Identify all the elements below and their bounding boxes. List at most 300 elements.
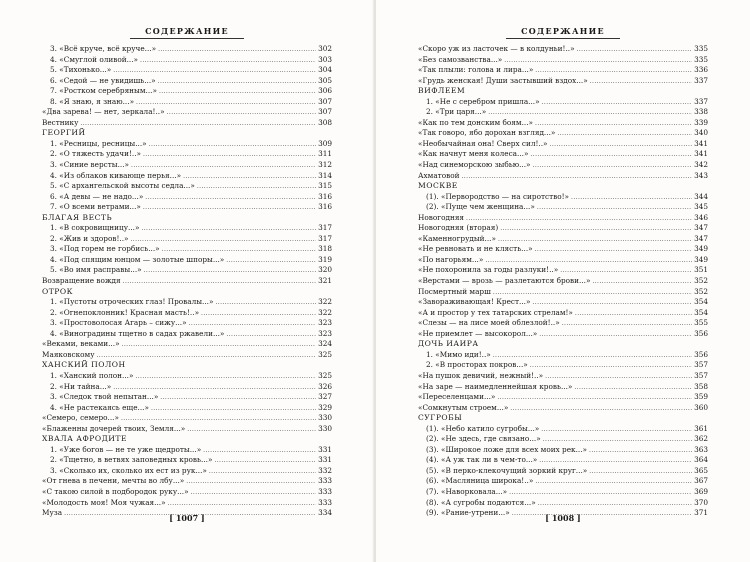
toc-entry: [418, 297, 708, 308]
toc-entry-page: 329: [318, 402, 332, 412]
dot-leader: [123, 277, 316, 287]
toc-entry: [42, 55, 332, 66]
toc-entry-page: 364: [694, 455, 708, 465]
toc-entry-page: 349: [694, 244, 708, 254]
dot-leader: [539, 330, 692, 340]
toc-entry-title: «Как начнут меня колеса...»: [418, 149, 529, 159]
toc-entry-page: 356: [694, 328, 708, 338]
toc-entry: [418, 318, 708, 329]
toc-entry-page: 333: [318, 486, 332, 496]
toc-entry-page: 344: [694, 191, 708, 201]
toc-entry: [418, 371, 708, 382]
toc-entry-page: 322: [318, 307, 332, 317]
toc-entry: [418, 139, 708, 150]
toc-entry-title: «Над синеморскою зыбью...»: [418, 160, 531, 170]
toc-entry-page: 339: [694, 117, 708, 127]
toc-entry-page: 346: [694, 212, 708, 222]
dot-leader: [589, 446, 692, 456]
toc-entry-title: «Необычайная она! Сверх сил!..»: [418, 138, 548, 148]
toc-entry: [418, 202, 708, 213]
toc-entry-title: (5). «В перко-клекочущий зоркий круг...»: [426, 465, 588, 475]
toc-entry-page: 323: [318, 318, 332, 328]
toc-section-heading: [418, 181, 708, 192]
toc-entry: [42, 181, 332, 192]
toc-entry-page: 354: [694, 307, 708, 317]
toc-entry: [42, 382, 332, 393]
toc-entry-title: 2. «О тяжесть удачи!..»: [50, 149, 141, 159]
toc-entry-title: (2). «Пуще чем женщина...»: [426, 202, 535, 212]
toc-entry-title: 4. «Смуглой оливой...»: [50, 54, 139, 64]
toc-entry-title: «Завораживающая! Крест...»: [418, 297, 531, 307]
toc-entry-page: 330: [318, 413, 332, 423]
toc-entry-title: «На заре — наимедленнейшая кровь...»: [418, 381, 573, 391]
toc-entry-page: 349: [694, 254, 708, 264]
toc-entry-page: 358: [694, 381, 708, 391]
toc-section-heading: [42, 287, 332, 298]
dot-leader: [535, 66, 692, 76]
toc-list: [42, 44, 332, 519]
toc-entry-title: Новогодняя: [418, 212, 465, 222]
dot-leader: [575, 309, 692, 319]
dot-leader: [541, 425, 692, 435]
toc-entry-title: Новогодняя (вторая): [418, 223, 499, 233]
toc-entry-title: (1). «Первородство — на сиротство!»: [426, 191, 570, 201]
toc-entry: [418, 192, 708, 203]
toc-entry-page: 316: [318, 191, 332, 201]
dot-leader: [488, 108, 692, 118]
toc-entry-title: «От гнева в печени, мечты во лбу...»: [42, 476, 185, 486]
toc-list: [418, 44, 708, 519]
running-head: СОДЕРЖАНИЕ: [145, 26, 229, 36]
toc-entry-title: (9). «Рание-утрени...»: [426, 508, 510, 518]
toc-entry: [42, 339, 332, 350]
dot-leader: [532, 298, 692, 308]
toc-entry: [42, 371, 332, 382]
toc-entry: [418, 244, 708, 255]
toc-entry-title: (2). «Не здесь, где связано...»: [426, 434, 541, 444]
dot-leader: [485, 256, 692, 266]
toc-entry-page: 360: [694, 402, 708, 412]
dot-leader: [215, 298, 316, 308]
dot-leader: [592, 277, 692, 287]
toc-entry: [42, 498, 332, 509]
dot-leader: [160, 393, 316, 403]
dot-leader: [159, 87, 316, 97]
toc-entry-title: «Блаженны дочерей твоих, Земля...»: [42, 423, 186, 433]
right-page: [376, 0, 750, 562]
toc-entry-title: 7. «О всеми ветрами...»: [50, 202, 141, 212]
toc-entry-page: 356: [694, 349, 708, 359]
toc-entry: [418, 487, 708, 498]
toc-entry: [418, 97, 708, 108]
toc-entry-page: 330: [318, 423, 332, 433]
dot-leader: [500, 224, 692, 234]
dot-leader: [539, 456, 692, 466]
toc-entry: [42, 86, 332, 97]
toc-entry-page: 355: [694, 318, 708, 328]
head-rule: [506, 38, 620, 39]
toc-entry-title: МОСКВЕ: [418, 181, 458, 191]
dot-leader: [151, 404, 316, 414]
toc-entry-page: 315: [318, 181, 332, 191]
dot-leader: [214, 456, 316, 466]
dot-leader: [201, 309, 316, 319]
dot-leader: [203, 446, 316, 456]
toc-entry: [418, 424, 708, 435]
dot-leader: [144, 266, 316, 276]
toc-entry: [42, 350, 332, 361]
toc-entry-page: 314: [318, 170, 332, 180]
toc-entry-page: 359: [694, 392, 708, 402]
head-rule: [130, 38, 244, 39]
toc-entry-title: «По нагорьям...»: [418, 254, 484, 264]
toc-entry-page: 340: [694, 128, 708, 138]
toc-entry: [418, 265, 708, 276]
dot-leader: [497, 393, 692, 403]
toc-entry: [418, 382, 708, 393]
toc-entry: [418, 392, 708, 403]
dot-leader: [535, 119, 692, 129]
toc-entry-title: 2. «Огнепоклонник! Красная масть!..»: [50, 307, 200, 317]
toc-entry-page: 332: [318, 465, 332, 475]
toc-entry-title: ГЕОРГИЙ: [42, 128, 86, 138]
dot-leader: [493, 288, 692, 298]
toc-entry-title: 2. «Ни тайна...»: [50, 381, 112, 391]
toc-entry-title: «С такою силой в подбородок руку...»: [42, 486, 189, 496]
toc-section-heading: [42, 360, 332, 371]
dot-leader: [122, 340, 317, 350]
running-head: СОДЕРЖАНИЕ: [521, 26, 605, 36]
toc-entry-page: 306: [318, 86, 332, 96]
toc-entry: [42, 392, 332, 403]
dot-leader: [143, 150, 316, 160]
toc-entry: [418, 223, 708, 234]
toc-entry: [42, 107, 332, 118]
toc-entry-title: 1. «Ханский полон...»: [50, 370, 134, 380]
toc-entry: [42, 44, 332, 55]
dot-leader: [571, 193, 692, 203]
toc-entry-page: 331: [318, 444, 332, 454]
toc-entry-page: 352: [694, 276, 708, 286]
toc-entry-page: 311: [318, 149, 332, 159]
dot-leader: [550, 140, 693, 150]
toc-entry-page: 318: [318, 244, 332, 254]
toc-entry-title: 5. «С архангельской высоты седла...»: [50, 181, 195, 191]
toc-entry: [42, 297, 332, 308]
toc-entry: [42, 308, 332, 319]
toc-entry-title: 3. «Всё круче, всё круче...»: [50, 44, 157, 53]
toc-entry: [42, 403, 332, 414]
dot-leader: [466, 214, 692, 224]
dot-leader: [538, 499, 692, 509]
toc-entry-page: 312: [318, 160, 332, 170]
toc-entry-page: 309: [318, 138, 332, 148]
dot-leader: [113, 66, 316, 76]
dot-leader: [535, 477, 692, 487]
dot-leader: [121, 414, 316, 424]
toc-entry-title: 3. «Синие версты...»: [50, 160, 130, 170]
toc-entry: [418, 360, 708, 371]
toc-entry: [418, 65, 708, 76]
dot-leader: [183, 172, 316, 182]
dot-leader: [158, 45, 316, 55]
toc-entry-title: 6. «А девы — не надо...»: [50, 191, 144, 201]
toc-entry-title: «Не похоронила за годы разлуки!..»: [418, 265, 559, 275]
toc-entry-title: «Переселенцами...»: [418, 392, 496, 402]
toc-entry: [42, 445, 332, 456]
toc-entry-page: 325: [318, 349, 332, 359]
toc-entry-title: Возвращение вождя: [42, 276, 121, 286]
toc-entry-page: 354: [694, 297, 708, 307]
toc-entry-title: 3. «Под горем не горбись...»: [50, 244, 160, 254]
toc-entry-page: 337: [694, 96, 708, 106]
toc-entry-title: (6). «Масляница широка!..»: [426, 476, 534, 486]
toc-entry-title: «Верстами — врозь — разлетаются брови...»: [418, 276, 591, 286]
toc-section-heading: [418, 86, 708, 97]
toc-entry-title: 3. «Сколько их, сколько их ест из рук...»: [50, 465, 207, 475]
toc-entry-title: «Не ревновать и не клясть...»: [418, 244, 533, 254]
toc-entry-title: (4). «А уж так ли в чем-то...»: [426, 455, 538, 465]
dot-leader: [530, 150, 692, 160]
toc-entry-page: 323: [318, 328, 332, 338]
dot-leader: [168, 499, 316, 509]
toc-entry: [418, 455, 708, 466]
toc-entry-page: 319: [318, 254, 332, 264]
toc-entry-title: 8. «Я знаю, я знаю...»: [50, 96, 135, 106]
toc-entry-page: 307: [318, 96, 332, 106]
toc-entry: [42, 76, 332, 87]
dot-leader: [149, 140, 316, 150]
toc-entry-title: «Как по тем донским боям...»: [418, 117, 534, 127]
toc-entry-title: (3). «Широкое ложе для всех моих рек...»: [426, 444, 588, 454]
toc-entry: [42, 329, 332, 340]
toc-entry: [418, 498, 708, 509]
toc-entry-page: 317: [318, 223, 332, 233]
toc-entry-page: 357: [694, 370, 708, 380]
toc-entry: [418, 308, 708, 319]
dot-leader: [97, 351, 317, 361]
toc-entry-page: 333: [318, 497, 332, 507]
toc-entry-page: 335: [694, 44, 708, 53]
toc-entry-title: ХАНСКИЙ ПОЛОН: [42, 360, 126, 370]
toc-entry-page: 338: [694, 107, 708, 117]
toc-entry: [418, 149, 708, 160]
toc-entry-page: 308: [318, 117, 332, 127]
toc-entry-page: 304: [318, 65, 332, 75]
toc-entry-title: «Без самозванства...»: [418, 54, 503, 64]
toc-entry-page: 361: [694, 423, 708, 433]
dot-leader: [80, 119, 316, 129]
toc-entry-page: 333: [318, 476, 332, 486]
dot-leader: [560, 266, 692, 276]
toc-entry-page: 341: [694, 149, 708, 159]
toc-entry-title: «А и простор у тех татарских стрелам!»: [418, 307, 573, 317]
toc-entry-title: Посмертный марш: [418, 286, 491, 296]
toc-entry: [42, 160, 332, 171]
toc-entry-title: «На пушок девичий, нежный!..»: [418, 370, 544, 380]
toc-entry: [418, 434, 708, 445]
dot-leader: [574, 383, 692, 393]
toc-entry: [42, 476, 332, 487]
toc-entry: [42, 65, 332, 76]
dot-leader: [162, 245, 316, 255]
toc-entry: [418, 276, 708, 287]
toc-entry-title: Ахматовой: [418, 170, 460, 180]
toc-entry-page: 325: [318, 370, 332, 380]
toc-entry-page: 347: [694, 223, 708, 233]
dot-leader: [135, 372, 316, 382]
toc-entry-page: 326: [318, 381, 332, 391]
toc-entry: [42, 171, 332, 182]
toc-entry-title: 4. «Не растекаясь еще...»: [50, 402, 149, 412]
toc-entry: [418, 403, 708, 414]
toc-section-heading: [42, 128, 332, 139]
dot-leader: [136, 98, 316, 108]
toc-entry-title: 1. «В сокровищницу...»: [50, 223, 140, 233]
toc-entry-title: СУГРОБЫ: [418, 413, 463, 423]
dot-leader: [141, 224, 316, 234]
toc-entry: [42, 139, 332, 150]
dot-leader: [557, 129, 692, 139]
toc-entry-page: 357: [694, 360, 708, 370]
toc-section-heading: [42, 434, 332, 445]
toc-entry: [42, 149, 332, 160]
dot-leader: [543, 435, 692, 445]
dot-leader: [158, 77, 316, 87]
toc-entry-title: 1. «Уже богов — не те уже щедроты...»: [50, 444, 202, 454]
toc-entry: [418, 329, 708, 340]
toc-entry-page: 352: [694, 286, 708, 296]
toc-entry: [418, 160, 708, 171]
toc-entry-title: «Молодость моя! Моя чужая...»: [42, 497, 166, 507]
toc-entry-title: Муза: [42, 508, 63, 518]
dot-leader: [209, 467, 316, 477]
toc-entry: [42, 487, 332, 498]
dot-leader: [226, 330, 316, 340]
dot-leader: [145, 193, 316, 203]
toc-entry-title: «Грудь женская! Души застывший вздох...»: [418, 75, 588, 85]
dot-leader: [197, 182, 316, 192]
toc-entry-page: 317: [318, 233, 332, 243]
toc-entry-page: 320: [318, 265, 332, 275]
toc-entry: [42, 234, 332, 245]
toc-entry-page: 334: [318, 508, 332, 518]
toc-entry: [418, 171, 708, 182]
toc-entry-title: (8). «А сугробы подаются...»: [426, 497, 536, 507]
dot-leader: [542, 98, 692, 108]
toc-entry-page: 303: [318, 54, 332, 64]
dot-leader: [113, 383, 316, 393]
toc-section-heading: [42, 213, 332, 224]
toc-entry: [418, 107, 708, 118]
toc-entry: [42, 202, 332, 213]
toc-entry: [418, 234, 708, 245]
toc-entry-page: 327: [318, 392, 332, 402]
dot-leader: [140, 56, 316, 66]
dot-leader: [537, 203, 692, 213]
toc-entry-title: 2. «В просторах покров...»: [426, 360, 528, 370]
toc-entry: [42, 424, 332, 435]
toc-entry-page: 365: [694, 465, 708, 475]
toc-entry-title: «Сомкнутым строем...»: [418, 402, 509, 412]
page-number: [ 1007 ]: [169, 513, 205, 523]
toc-entry-title: 1. «Ресницы, ресницы...»: [50, 138, 147, 148]
dot-leader: [589, 467, 692, 477]
dot-leader: [191, 488, 316, 498]
toc-entry-page: 316: [318, 202, 332, 212]
dot-leader: [530, 361, 692, 371]
toc-entry-page: 336: [694, 65, 708, 75]
toc-entry-title: «Скоро уж из ласточек — в колдуньи!..»: [418, 44, 575, 53]
toc-entry-page: 345: [694, 202, 708, 212]
dot-leader: [131, 161, 316, 171]
toc-entry-title: «Так плыли: голова и лира...»: [418, 65, 534, 75]
toc-entry: [418, 445, 708, 456]
toc-entry-title: «Веками, веками...»: [42, 339, 120, 349]
toc-entry-title: 3. «Простоволосая Агарь – сижу...»: [50, 318, 187, 328]
toc-entry: [418, 466, 708, 477]
toc-entry: [42, 276, 332, 287]
toc-entry-title: «Слезы — на лисе моей облезлой!..»: [418, 318, 560, 328]
toc-section-heading: [418, 339, 708, 350]
dot-leader: [461, 172, 692, 182]
toc-entry-title: 5. «Тихонько...»: [50, 65, 112, 75]
toc-entry: [418, 350, 708, 361]
dot-leader: [535, 245, 692, 255]
toc-entry-page: 337: [694, 75, 708, 85]
toc-entry-title: 2. «Жив и здоров!..»: [50, 233, 129, 243]
toc-entry-title: ХВАЛА АФРОДИТЕ: [42, 434, 128, 444]
toc-entry-page: 347: [694, 233, 708, 243]
toc-entry-page: 370: [694, 497, 708, 507]
toc-entry-title: 1. «Мимо иди!..»: [426, 349, 491, 359]
toc-entry-page: 335: [694, 54, 708, 64]
toc-entry: [42, 244, 332, 255]
toc-entry-title: (7). «Наворковала...»: [426, 486, 508, 496]
toc-entry-page: 331: [318, 455, 332, 465]
dot-leader: [498, 235, 692, 245]
dot-leader: [509, 488, 692, 498]
dot-leader: [493, 351, 692, 361]
toc-entry-title: «Не приемлет — высокорол...»: [418, 328, 538, 338]
toc-entry: [418, 128, 708, 139]
toc-entry-page: 341: [694, 138, 708, 148]
toc-entry-title: 4. «Из облаков кивающе перья...»: [50, 170, 182, 180]
toc-entry: [418, 76, 708, 87]
toc-entry: [418, 55, 708, 66]
toc-entry: [42, 265, 332, 276]
toc-entry-title: 6. «Седой — не увидишь...»: [50, 75, 156, 85]
dot-leader: [545, 372, 692, 382]
toc-entry-page: 343: [694, 170, 708, 180]
toc-entry-page: 307: [318, 107, 332, 117]
dot-leader: [577, 45, 693, 55]
toc-entry-title: 2. «Тщетно, в ветвях заповедных кровь...»: [50, 455, 213, 465]
toc-entry: [42, 455, 332, 466]
toc-entry-page: 362: [694, 434, 708, 444]
toc-entry-page: 351: [694, 265, 708, 275]
toc-entry: [42, 192, 332, 203]
toc-entry-title: «Каменногрудый...»: [418, 233, 496, 243]
dot-leader: [533, 161, 693, 171]
toc-entry-title: 3. «Следок твой непытан...»: [50, 392, 159, 402]
toc-entry-title: 2. «Три царя...»: [426, 107, 487, 117]
toc-entry-page: 369: [694, 486, 708, 496]
toc-entry-title: 4. «Под спящим юнцом — золотые шпоры...»: [50, 254, 225, 264]
toc-entry: [418, 118, 708, 129]
toc-entry: [418, 476, 708, 487]
dot-leader: [590, 77, 692, 87]
